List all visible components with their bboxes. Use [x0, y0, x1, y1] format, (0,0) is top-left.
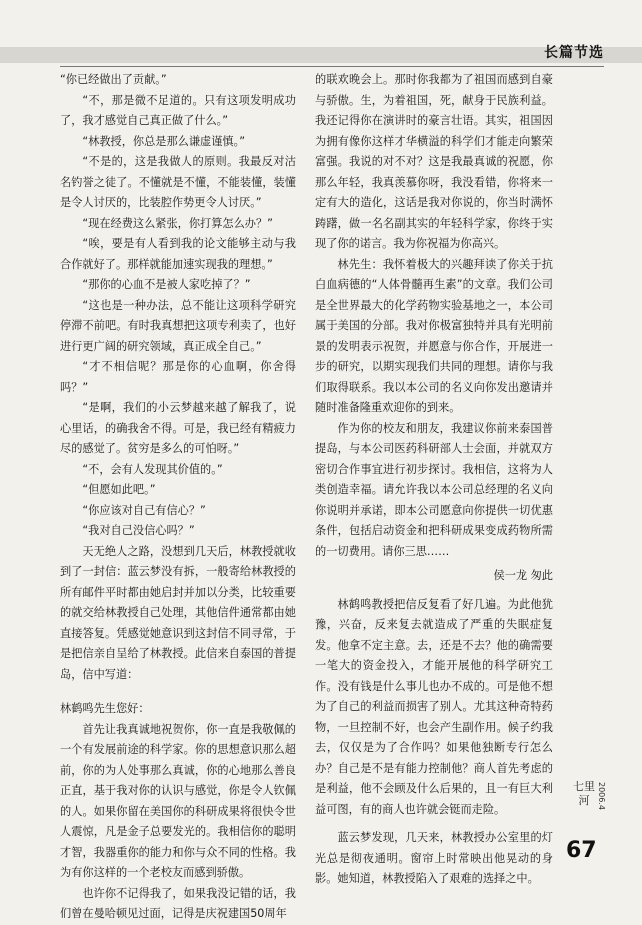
letter-paragraph: 首先让我真诚地祝贺你，你一直是我敬佩的一个有发展前途的科学家。你的思想意识那么超前，你的为人处事那么真诚，你的心地那么善良正直，基于我对你的认识与感觉，你是令人钦佩的人。如果你留在美国你的科研成果将很快令世人震惊，凡是金子总要发光的。我相信你的聪明才智，我器重你的能力和你与众不同的性格。我为有你这样的一个老校友而感到骄傲。 [60, 722, 296, 879]
dialogue-line: “不是的，这是我做人的原则。我最反对沽名钓誉之徒了。不懂就是不懂，不能装懂，装懂是令人讨厌的，比装腔作势更令人讨厌。” [60, 155, 296, 209]
dialogue-line: “我对自己没信心吗？” [82, 524, 195, 537]
narrative-paragraph: 蓝云梦发现，几天来，林教授办公室里的灯光总是彻夜通明。窗帘上时常映出他晃动的身影。她知道，林教授陷入了艰难的选择之中。 [315, 831, 553, 885]
letter-paragraph: 作为你的校友和朋友，我建议你前来泰国普提岛，与本公司医药科研部人士会面，并就双方密切合作事宜进行初步探讨。我相信，这将为人类创造幸福。请允许我以本公司总经理的名义向你说明并承诺，即本公司愿意向你提供一切优惠条件，包括启动资金和把科研成果变成药物所需的一切费用。请你三思…… [315, 421, 553, 558]
dialogue-line: “那你的心血不是被人家吃掉了？” [82, 278, 251, 291]
dialogue-line: “唉，要是有人看到我的论文能够主动与我合作就好了。那样就能加速实现我的理想。” [60, 237, 296, 271]
dialogue-line: “林教授，你总是那么谦虚谨慎。” [82, 134, 246, 148]
dialogue-line: “不，那是微不足道的。只有这项发明成功了，我才感觉自己真正做了什么。” [60, 93, 296, 127]
header-divider [60, 66, 604, 67]
letter-paragraph: 也许你不记得我了，如果我没记错的话，我们曾在曼哈顿见过面，记得是庆祝建国50周年 [60, 886, 296, 920]
left-column [60, 70, 296, 925]
dialogue-line: “这也是一种办法，总不能让这项科学研究停滞不前吧。有时我真想把这项专利卖了，也好进行更广阔的研究领域，真正成全自己。” [60, 298, 296, 353]
letter-salutation: 林鹤鸣先生您好： [60, 702, 150, 715]
letter-signature: 侯一龙 匆此 [493, 569, 553, 582]
magazine-name: 七里河 [573, 780, 595, 807]
letter-paragraph: 林先生：我怀着极大的兴趣拜读了你关于抗白血病德的“人体骨髓再生素”的文章。我们公司是全世界最大的化学药物实验基地之一，本公司属于美国的分部。我对你极富独特并具有光明前景的发明表示祝贺，并愿意与你合作，开展进一步的研究，以期实现我们共同的理想。请你与我们取得联系。我以本公司的名义向你发出邀请并随时准备隆重欢迎你的到来。 [315, 257, 553, 414]
dialogue-line: “但愿如此吧。” [82, 483, 156, 496]
narrative-paragraph: 天无绝人之路，没想到几天后，林教授就收到了一封信：蓝云梦没有拆，一般寄给林教授的所有邮件平时都由她启封并加以分类，比较重要的就交给林教授自己处理，其他信件通常都由她直接答复。凭感觉她意识到这封信不同寻常，于是把信亲自呈给了林教授。此信来自泰国的普提岛，信中写道： [60, 544, 296, 681]
narrative-paragraph: 林鹤鸣教授把信反复看了好几遍。为此他犹豫，兴奋，反来复去就造成了严重的失眠症复发。他拿不定主意。去，还是不去？他的确需要一笔大的资金投入，才能开展他的科学研究工作。没有钱是什么事儿也办不成的。可是他不想为了自己的利益而损害了别人。尤其这种奇特药物，一旦控制不好，也会产生副作用。候子约我去，仅仅是为了合作吗？如果他独断专行怎么办？自己是不是有能力控制他？商人首先考虑的是利益，他不会顾及什么后果的，且一有巨大利益可图，有的商人也许就会铤而走险。 [315, 597, 553, 816]
issue-number: 2006.4 [597, 782, 606, 810]
right-column [315, 70, 553, 890]
dialogue-line: “才不相信呢？那是你的心血啊，你舍得吗？” [60, 360, 296, 394]
dialogue-line: “现在经费这么紧张，你打算怎么办？” [82, 216, 273, 230]
dialogue-line: “你应该对自己有信心？” [82, 503, 206, 517]
dialogue-line: “不，会有人发现其价值的。” [82, 462, 223, 476]
section-title: 长篇节选 [544, 45, 604, 61]
dialogue-line: “是啊，我们的小云梦越来越了解我了，说心里话，的确我舍不得。可是，我已经有精疲力尽的感觉了。贫穷是多么的可怕呀。” [60, 401, 296, 455]
dialogue-line: “你已经做出了贡献。” [60, 73, 167, 86]
letter-paragraph: 的联欢晚会上。那时你我都为了祖国而感到自豪与骄傲。生，为着祖国，死，献身于民族利益。我还记得你在演讲时的豪言壮语。其实，祖国因为拥有像你这样才华横溢的科学们才能走向繁荣富强。我说的对不对？这是我最真诚的祝愿，你那么年轻，我真羡慕你呀，我没看错，你将来一定有大的造化，这话是我对你说的，你当时满怀踌躇，做一名名副其实的年轻科学家，你终于实现了你的诺言。我为你祝福为你高兴。 [315, 73, 553, 250]
page-number: 67 [566, 838, 597, 863]
